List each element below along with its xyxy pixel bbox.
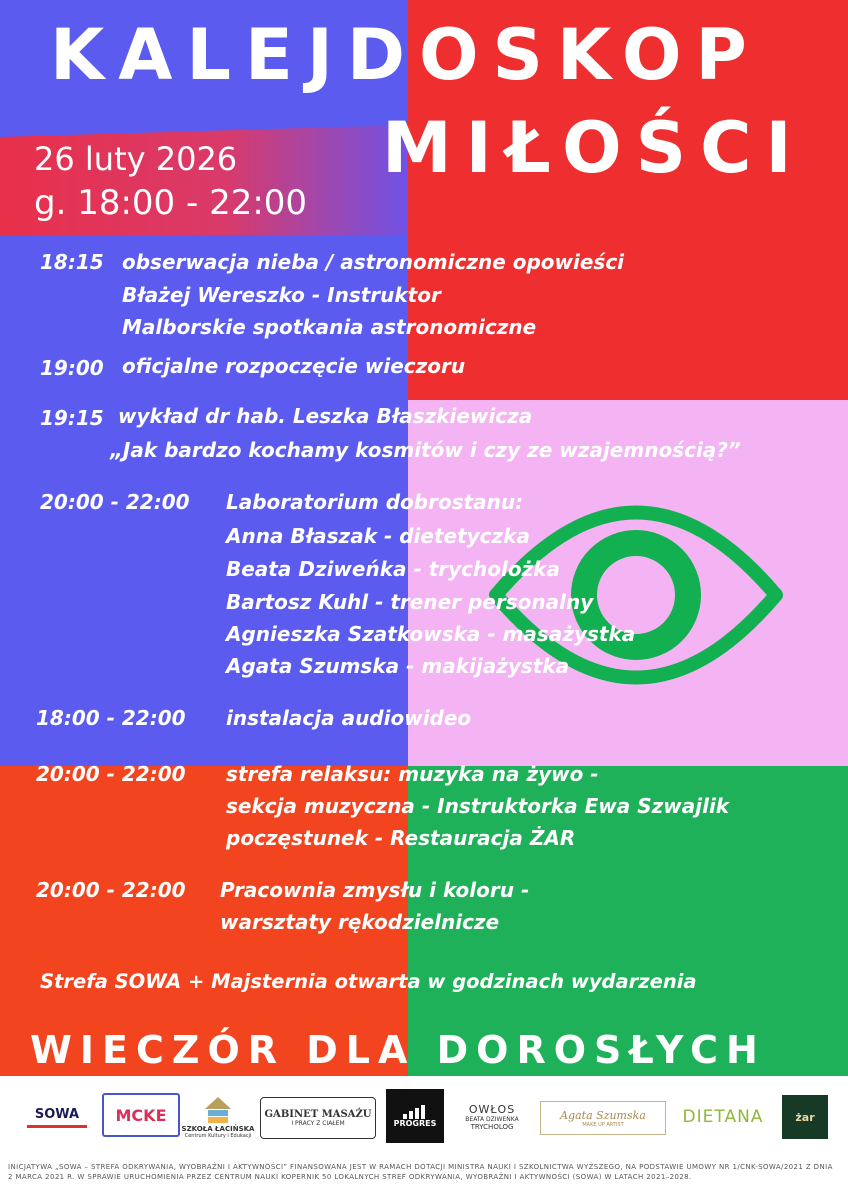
- program-line: sekcja muzyczna - Instruktorka Ewa Szwajlik: [226, 794, 730, 818]
- strefa-note: Strefa SOWA + Majsternia otwarta w godzinach wydarzenia: [40, 970, 697, 993]
- program-time: 20:00 - 22:00: [36, 762, 186, 786]
- agata-logo: [540, 1101, 666, 1135]
- program-line: warsztaty rękodzielnicze: [220, 910, 500, 934]
- sowa-logo-text: SOWA: [34, 1106, 80, 1122]
- program-time: 20:00 - 22:00: [36, 878, 186, 902]
- program-line: obserwacja nieba / astronomiczne opowieści: [122, 250, 625, 274]
- gabinet-logo: [260, 1097, 376, 1139]
- owlos-logo: [454, 1093, 530, 1141]
- house-icon: [203, 1095, 233, 1125]
- event-date: 26 luty 2026: [34, 140, 238, 178]
- program-line: wykład dr hab. Leszka Błaszkiewicza: [118, 404, 533, 428]
- agata-logo-subtext: MAKE UP ARTIST: [582, 1121, 624, 1128]
- progres-logo: [386, 1089, 444, 1143]
- owlos-logo-subtext-1: BEATA DZIWEŃKA: [465, 1116, 519, 1123]
- dietana-logo: [674, 1099, 772, 1135]
- szkola-logo-subtext: Centrum Kultury i Edukacji: [184, 1133, 252, 1139]
- szkola-logo: [181, 1085, 255, 1149]
- szkola-logo-text: SZKOŁA ŁACIŃSKA: [181, 1125, 255, 1133]
- program-time: 19:00: [40, 356, 104, 380]
- agata-logo-text: Agata Szumska: [560, 1108, 646, 1122]
- gabinet-logo-subtext: I PRACY Z CIAŁEM: [291, 1120, 345, 1127]
- sowa-logo-bar: [27, 1125, 87, 1128]
- program-line: Anna Błaszak - dietetyczka: [226, 524, 530, 548]
- dietana-logo-text: DIETANA: [682, 1107, 764, 1127]
- program-line: strefa relaksu: muzyka na żywo -: [226, 762, 599, 786]
- progres-logo-text: PROGRES: [393, 1118, 437, 1128]
- mcke-logo: [102, 1093, 180, 1137]
- program-line: Beata Dziweńka - trycholożka: [226, 557, 561, 581]
- program-line: Agata Szumska - makijażystka: [226, 654, 570, 678]
- program-line: Pracownia zmysłu i koloru -: [220, 878, 530, 902]
- zar-logo: [782, 1095, 828, 1139]
- program-line: oficjalne rozpoczęcie wieczoru: [122, 354, 466, 378]
- program-time: 18:15: [40, 250, 104, 274]
- program-line: „Jak bardzo kochamy kosmitów i czy ze wzajemnością?”: [110, 438, 741, 462]
- zar-logo-text: żar: [795, 1110, 815, 1124]
- bars-icon: [402, 1105, 428, 1119]
- funding-note: INICJATYWA „SOWA – STREFA ODKRYWANIA, WYOBRAŹNI I AKTYWNOŚCI” FINANSOWANA JEST W RAMACH DOTACJI MINISTRA NAUKI I SZKOLNICTWA WYŻSZEGO, NA PODSTAWIE UMOWY NR 1/CNK-SOWA/2021 Z DNIA 2 MARCA 2021 R. W SPRAWIE URUCHOMIENIA PRZEZ CENTRUM NAUKI KOPERNIK 50 LOKALNYCH STREF ODKRYWANIA, WYOBRAŹNI I AKTYWNOŚCI (SOWA) W LATACH 2021–2028.: [8, 1163, 833, 1181]
- sowa-logo: [22, 1095, 92, 1139]
- program-time: 18:00 - 22:00: [36, 706, 186, 730]
- sponsor-logos: [0, 1085, 848, 1157]
- gabinet-logo-text: GABINET MASAŻU: [264, 1109, 372, 1120]
- program-line: Błażej Wereszko - Instruktor: [122, 283, 441, 307]
- program-line: Bartosz Kuhl - trener personalny: [226, 590, 594, 614]
- program-line: Malborskie spotkania astronomiczne: [122, 315, 537, 339]
- owlos-logo-subtext-2: TRYCHOLOG: [470, 1123, 514, 1131]
- owlos-logo-text: OWŁOS: [468, 1103, 516, 1116]
- footer-title: WIECZÓR DLA DOROSŁYCH: [30, 1028, 766, 1072]
- program-line: poczęstunek - Restauracja ŻAR: [226, 826, 576, 850]
- program-time: 19:15: [40, 406, 104, 430]
- program-line: Agnieszka Szatkowska - masażystka: [226, 622, 636, 646]
- event-time: g. 18:00 - 22:00: [34, 183, 308, 223]
- mcke-logo-text: MCKE: [115, 1105, 167, 1125]
- program-line: instalacja audiowideo: [226, 706, 472, 730]
- event-title-line-1: KALEJDOSKOP: [50, 14, 761, 96]
- program-time: 20:00 - 22:00: [40, 490, 190, 514]
- program-line: Laboratorium dobrostanu:: [226, 490, 524, 514]
- event-title-line-2: MIŁOŚCI: [382, 107, 806, 189]
